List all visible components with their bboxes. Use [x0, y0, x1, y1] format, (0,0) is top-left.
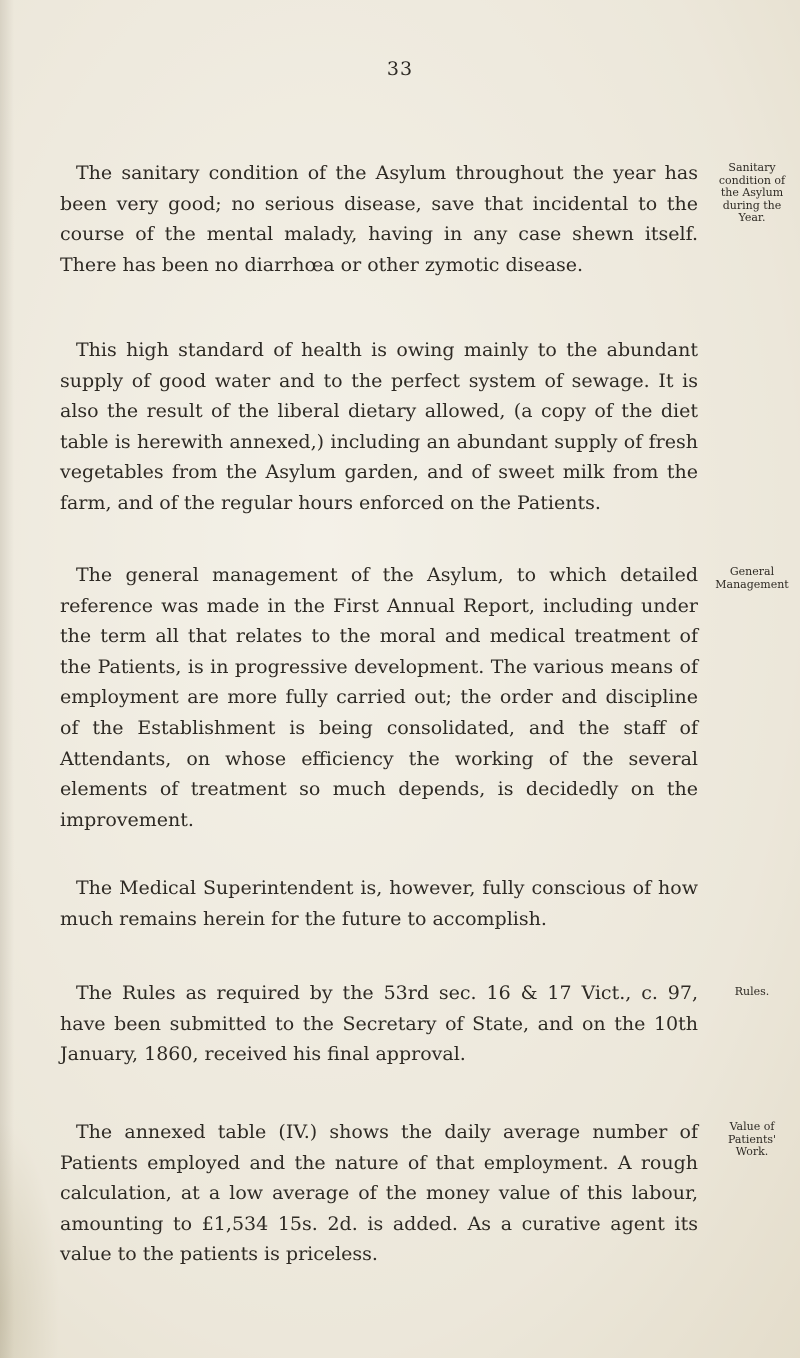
margin-note-line: Rules. — [734, 985, 770, 998]
margin-note-patients-work — [707, 1121, 797, 1159]
paragraph-general-management: The general management of the Asylum, to which detailed reference was made in the First Annual Report, including under the term all that relates to the moral and medical treatment of the Patients, is in progressive development. The various means of employment are more fully carried out; the order and discipline of the Establishment is being consolidated, and the staff of Attendants, on whose efficiency the working of the several elements of treatment so much depends, is decidedly on the improvement. — [60, 564, 698, 831]
margin-note-line: General — [729, 565, 775, 578]
margin-note-line: condition of — [718, 173, 786, 187]
paragraph-rules: The Rules as required by the 53rd sec. 16 & 17 Vict., c. 97, have been submitted to the Secretary of State, and on the 10th January, 1860, received his final approval. — [60, 982, 698, 1066]
margin-note-line: Patients' — [727, 1132, 777, 1146]
paragraph-health-standard: This high standard of health is owing mainly to the abundant supply of good water and to the perfect system of sewage. It is also the result of the liberal dietary allowed, (a copy of the diet table is herewith annexed,) including an abundant supply of fresh vegetables from the Asylum garden, and of sweet milk from the farm, and of the regular hours enforced on the Patients. — [60, 339, 698, 514]
margin-note-line: Year. — [738, 211, 766, 224]
margin-note-line: Work. — [735, 1145, 769, 1158]
paragraph-medical-superintendent: The Medical Superintendent is, however, fully conscious of how much remains herein for the future to accomplish. — [60, 877, 698, 930]
margin-note-line: Management — [715, 577, 789, 591]
paragraph-patients-work: The annexed table (IV.) shows the daily average number of Patients employed and the nature of that employment. A rough calculation, at a low average of the money value of this labour, amounting to £1,534 15s. 2d. is added. As a curative agent its value to the patients is priceless. — [60, 1121, 698, 1266]
margin-note-line: during the — [722, 198, 782, 212]
margin-note-line: Value of — [729, 1120, 775, 1133]
margin-note-sanitary — [707, 162, 797, 225]
margin-note-line: Sanitary — [728, 161, 776, 174]
paper-stain — [0, 1120, 60, 1358]
margin-note-general-management — [707, 566, 797, 591]
page-number: 33 — [386, 58, 414, 80]
margin-note-line: the Asylum — [720, 186, 784, 199]
margin-note-rules — [707, 986, 797, 999]
paragraph-sanitary-condition: The sanitary condition of the Asylum throughout the year has been very good; no serious disease, save that incidental to the course of the mental malady, having in any case shewn itself. There has been no diarrhœa or other zymotic disease. — [60, 162, 698, 276]
